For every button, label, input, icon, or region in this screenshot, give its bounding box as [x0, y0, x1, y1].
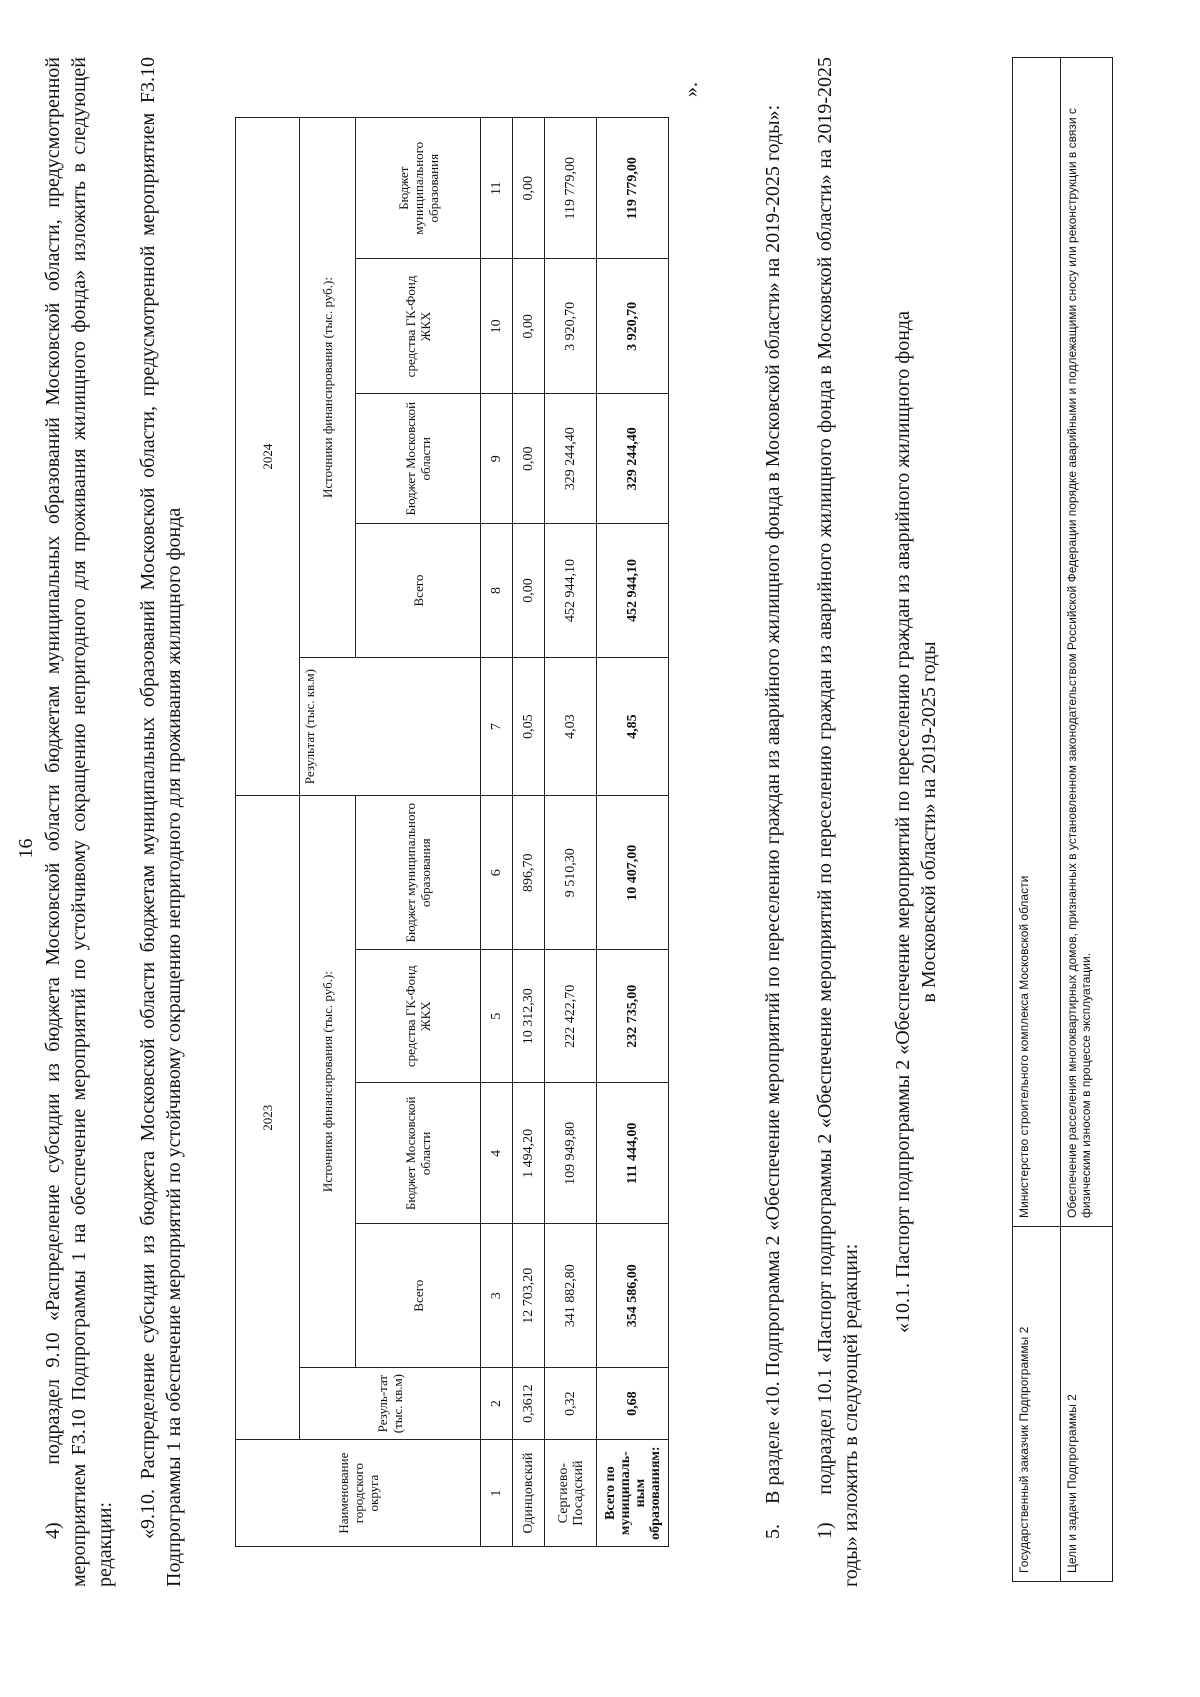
cell: 329 244,40 — [545, 394, 597, 524]
cell: 896,70 — [513, 796, 545, 950]
item-5-subsection-1: 1) подраздел 10.1 «Паспорт подпрограммы 2 «Обеспечение мероприятий по переселению граждан из аварийного жилищного фонда в Московской области» на 2019-2025 годы» изложить в следующей редакции: — [814, 57, 862, 1587]
cell: 1 494,20 — [513, 1083, 545, 1224]
header-year-2023: 2023 — [236, 796, 300, 1440]
header-total-2024: Всего — [356, 524, 481, 658]
col-number: 3 — [481, 1224, 513, 1367]
header-fund-2024: средства ГК-Фонд ЖКХ — [356, 259, 481, 394]
cell: 452 944,10 — [597, 524, 669, 658]
closing-quote: ». — [680, 82, 702, 97]
cell: 0,00 — [513, 259, 545, 394]
col-number: 4 — [481, 1083, 513, 1224]
header-budget-mo-2024: Бюджет Московской области — [356, 394, 481, 524]
passport-row — [1061, 58, 1113, 1582]
cell: 0,00 — [513, 394, 545, 524]
passport-value: Министерство строительного комплекса Московской области — [1013, 58, 1061, 1227]
cell: 111 444,00 — [597, 1083, 669, 1224]
header-district: Наименование городского округа — [236, 1440, 481, 1547]
cell: 0,32 — [545, 1367, 597, 1439]
cell: 119 779,00 — [597, 118, 669, 259]
header-sources-2023: Источники финансирования (тыс. руб.): — [300, 796, 356, 1368]
table-row — [513, 118, 545, 1547]
cell: 0,3612 — [513, 1367, 545, 1439]
cell: 3 920,70 — [597, 259, 669, 394]
cell: 0,00 — [513, 118, 545, 259]
passport-label: Цели и задачи Подпрограммы 2 — [1061, 1227, 1113, 1582]
header-budget-mo-2023: Бюджет Московской области — [356, 1083, 481, 1224]
cell: 119 779,00 — [545, 118, 597, 259]
col-number: 7 — [481, 658, 513, 796]
cell: 12 703,20 — [513, 1224, 545, 1367]
totals-row — [597, 118, 669, 1547]
cell: 109 949,80 — [545, 1083, 597, 1224]
cell: 4,85 — [597, 658, 669, 796]
col-number: 2 — [481, 1367, 513, 1439]
passport-title — [890, 57, 942, 1587]
subsection-9-10-title: «9.10. Распределение субсидии из бюджета Московской области бюджетам муниципальных образований Московской области, предусмотренной мероприятием F3.10 Подпрограммы 1 на обеспечение мероприятий по устойчивому сокращению непригодного для проживания жилищного фонда — [137, 57, 185, 1587]
header-year-2024: 2024 — [236, 118, 300, 796]
col-number: 5 — [481, 950, 513, 1083]
cell-total-label: Всего по муниципаль-ным образованиям: — [597, 1440, 669, 1547]
col-number: 1 — [481, 1440, 513, 1547]
passport-value: Обеспечение расселения многоквартирных домов, признанных в установленном законодательством Российской Федерации порядке аварийными и подлежащими сносу или реконструкции в связи с физическим износом в процессе эксплуатации. — [1061, 58, 1113, 1227]
cell-district: Сергиево-Посадский — [545, 1440, 597, 1547]
cell-district: Одинцовский — [513, 1440, 545, 1547]
passport-table — [1012, 57, 1113, 1582]
cell: 9 510,30 — [545, 796, 597, 950]
cell: 10 312,30 — [513, 950, 545, 1083]
passport-row — [1013, 58, 1061, 1582]
cell: 3 920,70 — [545, 259, 597, 394]
col-number: 10 — [481, 259, 513, 394]
col-number: 6 — [481, 796, 513, 950]
passport-label: Государственный заказчик Подпрограммы 2 — [1013, 1227, 1061, 1582]
cell: 0,05 — [513, 658, 545, 796]
cell: 341 882,80 — [545, 1224, 597, 1367]
item-5-text: 5. В разделе «10. Подпрограмма 2 «Обеспечение мероприятий по переселению граждан из аварийного жилищного фонда в Московской области» на 2019-2025 годы»: — [762, 104, 784, 1539]
header-sources-2024: Источники финансирования (тыс. руб.): — [300, 118, 356, 658]
header-result-2024: Результат (тыс. кв.м) — [300, 658, 481, 796]
passport-title-line-2: в Московской области» на 2019-2025 годы — [918, 641, 940, 1003]
header-result-2023: Резуль-тат (тыс. кв.м) — [300, 1367, 481, 1439]
col-number: 9 — [481, 394, 513, 524]
cell: 222 422,70 — [545, 950, 597, 1083]
table-row — [545, 118, 597, 1547]
cell: 232 735,00 — [597, 950, 669, 1083]
cell: 452 944,10 — [545, 524, 597, 658]
subsidy-distribution-table — [235, 117, 669, 1547]
page-number: 16 — [15, 838, 37, 859]
header-fund-2023: средства ГК-Фонд ЖКХ — [356, 950, 481, 1083]
header-total-2023: Всего — [356, 1224, 481, 1367]
cell: 354 586,00 — [597, 1224, 669, 1367]
column-number-row — [481, 118, 513, 1547]
col-number: 11 — [481, 118, 513, 259]
cell: 4,03 — [545, 658, 597, 796]
passport-title-line-1: «10.1. Паспорт подпрограммы 2 «Обеспечение мероприятий по переселению граждан из аварийного жилищного фонда — [892, 311, 914, 1334]
header-budget-mun-2024: Бюджет муниципального образования — [356, 118, 481, 259]
header-budget-mun-2023: Бюджет муниципального образования — [356, 796, 481, 950]
cell: 10 407,00 — [597, 796, 669, 950]
cell: 0,68 — [597, 1367, 669, 1439]
col-number: 8 — [481, 524, 513, 658]
cell: 0,00 — [513, 524, 545, 658]
cell: 329 244,40 — [597, 394, 669, 524]
item-4-intro: 4) подраздел 9.10 «Распределение субсидии из бюджета Московской области бюджетам муниципальных образований Московской области, предусмотренной мероприятием F3.10 Подпрограммы 1 на обеспечение мероприятий по устойчивому сокращению непригодного для проживания жилищного фонда» изложить в следующей редакции: — [42, 57, 116, 1587]
